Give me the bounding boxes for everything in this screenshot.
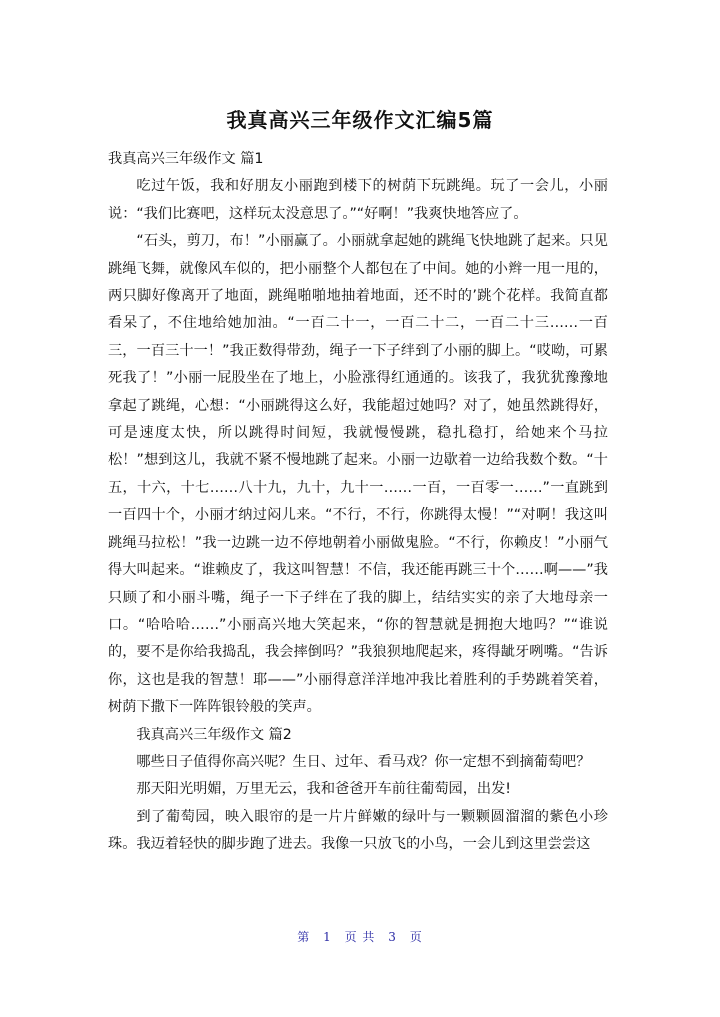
document-title: 我真高兴三年级作文汇编5篇 xyxy=(226,108,494,132)
paragraph: 那天阳光明媚，万里无云，我和爸爸开车前往葡萄园，出发! xyxy=(136,781,511,798)
footer-prefix: 第 xyxy=(297,930,311,944)
paragraph: 哪些日子值得你高兴呢？生日、过年、看马戏？你一定想不到摘葡萄吧？ xyxy=(136,753,591,770)
paragraph: “石头，剪刀，布！”小丽赢了。小丽就拿起她的跳绳飞快地跳了起来。只见跳绳飞舞，就像风车似的，把小丽整个人都包在了中间。她的小辫一甩一甩的，两只脚好像离开了地面，跳绳啪啪地抽着地面，还不时的’跳个花样。我简直都看呆了，不住地给她加油。“一百二十一，一百二十二，一百二十三……一百三，一百三十一！”我正数得带劲，绳子一下子绊到了小丽的脚上。“哎呦，可累死我了！”小丽一屁股坐在了地上，小脸涨得红通通的。该我了，我犹犹豫豫地拿起了跳绳，心想：“小丽跳得这么好，我能超过她吗？对了，她虽然跳得好，可是速度太快，所以跳得时间短，我就慢慢跳，稳扎稳打，给她来个马拉松！”想到这儿，我就不紧不慢地跳了起来。小丽一边歇着一边给我数个数。“十五，十六，十七……八十九，九十，九十一……一百，一百零一……”一直跳到一百四十个，小丽才纳过闷儿来。“不行，不行，你跳得太慢！”“对啊！我这叫跳绳马拉松！”我一边跳一边不停地朝着小丽做鬼脸。“不行，你赖皮！”小丽气得大叫起来。“谁赖皮了，我这叫智慧！不信，我还能再跳三十个……啊——”我只顾了和小丽斗嘴，绳子一下子绊在了我的脚上，结结实实的亲了大地母亲一口。“哈哈哈……”小丽高兴地大笑起来，“你的智慧就是拥抱大地吗？”“谁说的，要不是你给我捣乱，我会摔倒吗？”我狼狈地爬起来，疼得龇牙咧嘴。“告诉你，这也是我的智慧！耶——”小丽得意洋洋地冲我比着胜利的手势跳着笑着，树荫下撒下一阵阵银铃般的笑声。 xyxy=(108,233,608,716)
footer-page-number: 1 xyxy=(323,930,332,944)
page-footer xyxy=(0,928,720,945)
footer-middle: 页 共 xyxy=(344,930,376,944)
footer-suffix: 页 xyxy=(409,930,423,944)
document-body xyxy=(108,146,608,859)
section-heading-1: 我真高兴三年级作文 篇1 xyxy=(108,151,264,167)
section-heading-2: 我真高兴三年级作文 篇2 xyxy=(136,726,292,743)
footer-total-pages: 3 xyxy=(388,930,397,944)
paragraph: 吃过午饭，我和好朋友小丽跑到楼下的树荫下玩跳绳。玩了一会儿，小丽说：“我们比赛吧，这样玩太没意思了。”“好啊！”我爽快地答应了。 xyxy=(108,178,608,222)
paragraph: 到了葡萄园，映入眼帘的是一片片鲜嫩的绿叶与一颗颗圆溜溜的紫色小珍珠。我迈着轻快的脚步跑了进去。我像一只放飞的小鸟，一会儿到这里尝尝这 xyxy=(108,808,608,853)
